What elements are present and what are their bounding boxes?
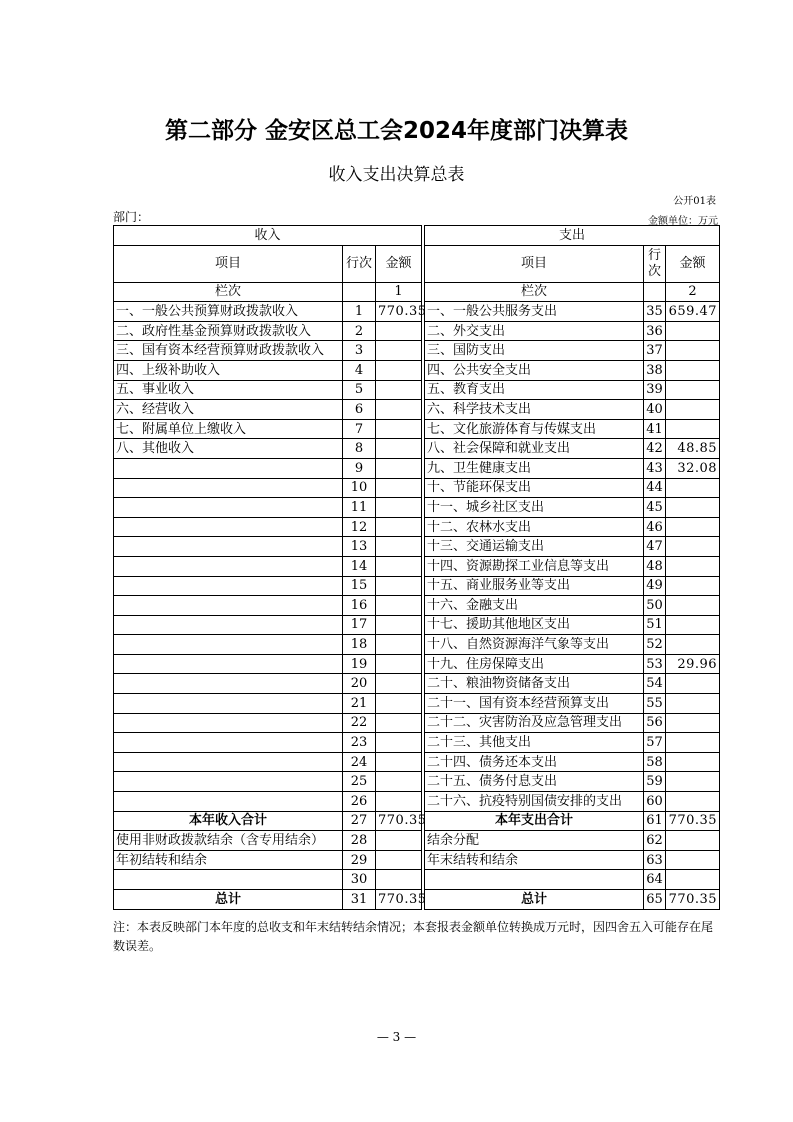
income-row-no: 5 [343,380,376,400]
income-item [114,576,343,596]
income-column-no: 1 [376,282,422,302]
income-amount [376,360,422,380]
income-row-no: 10 [343,478,376,498]
income-row-no: 31 [343,890,376,910]
table-row [114,792,720,812]
expense-amount [666,713,720,733]
income-amount [376,752,422,772]
income-item: 二、政府性基金预算财政拨款收入 [114,321,343,341]
income-item [114,870,343,890]
expense-item: 年末结转和结余 [425,850,644,870]
table-row [114,752,720,772]
empty-cell [343,282,376,302]
income-row-no: 11 [343,498,376,518]
unit-label: 金额单位：万元 [648,216,718,227]
expense-item: 一、一般公共服务支出 [425,302,644,322]
expense-amount [666,792,720,812]
expense-item: 十四、资源勘探工业信息等支出 [425,556,644,576]
expense-row-no: 57 [644,733,666,753]
income-amount [376,517,422,537]
table-row [114,772,720,792]
income-item [114,792,343,812]
expense-amount [666,615,720,635]
expense-row-no: 60 [644,792,666,812]
income-amount [376,537,422,557]
income-amount [376,674,422,694]
expense-amount [666,831,720,851]
income-amount [376,596,422,616]
table-row [114,733,720,753]
income-amount [376,556,422,576]
income-amount [376,654,422,674]
income-item: 一、一般公共预算财政拨款收入 [114,302,343,322]
expense-row-no: 58 [644,752,666,772]
table-row [114,890,720,910]
income-amount [376,792,422,812]
income-item: 年初结转和结余 [114,850,343,870]
income-amount [376,772,422,792]
expense-item: 十七、援助其他地区支出 [425,615,644,635]
income-row-no: 25 [343,772,376,792]
expense-row-no: 46 [644,517,666,537]
income-item [114,635,343,655]
expense-item: 二十五、债务付息支出 [425,772,644,792]
income-amount [376,400,422,420]
income-row-no: 12 [343,517,376,537]
table-row [114,498,720,518]
page-number: — 3 — [376,1030,417,1044]
form-code: 公开01表 [673,196,716,207]
income-amount [376,498,422,518]
department-label: 部门： [113,210,150,224]
expense-item: 八、社会保障和就业支出 [425,439,644,459]
expense-amount: 770.35 [666,811,720,831]
income-row-no: 13 [343,537,376,557]
income-item: 总计 [114,890,343,910]
expense-row-no: 44 [644,478,666,498]
income-amount: 770.35 [376,890,422,910]
income-item [114,654,343,674]
expense-row-no: 42 [644,439,666,459]
expense-row-no: 63 [644,850,666,870]
table-row [114,576,720,596]
expense-item: 本年支出合计 [425,811,644,831]
income-item: 四、上级补助收入 [114,360,343,380]
expense-item: 十五、商业服务业等支出 [425,576,644,596]
expense-item-header: 项目 [425,245,644,282]
expense-item: 十九、住房保障支出 [425,654,644,674]
expense-row-no: 49 [644,576,666,596]
income-header: 收入 [114,226,422,246]
expense-amount [666,576,720,596]
income-row-no: 24 [343,752,376,772]
expense-amount [666,556,720,576]
income-item [114,615,343,635]
expense-amount: 48.85 [666,439,720,459]
expense-row-no: 54 [644,674,666,694]
income-amount [376,341,422,361]
income-amount [376,694,422,714]
expense-row-no: 61 [644,811,666,831]
expense-amount [666,380,720,400]
table-row [114,870,720,890]
income-row-no: 8 [343,439,376,459]
income-row-no: 3 [343,341,376,361]
table-row [114,713,720,733]
table-row [114,341,720,361]
income-row-no: 23 [343,733,376,753]
expense-item: 十、节能环保支出 [425,478,644,498]
expense-amount-header: 金额 [666,245,720,282]
expense-item: 十二、农林水支出 [425,517,644,537]
expense-row-no: 37 [644,341,666,361]
income-row-no: 16 [343,596,376,616]
expense-item: 七、文化旅游体育与传媒支出 [425,419,644,439]
table-row [114,811,720,831]
expense-column-no-label: 栏次 [425,282,644,302]
expense-item: 六、科学技术支出 [425,400,644,420]
expense-item: 三、国防支出 [425,341,644,361]
income-item: 三、国有资本经营预算财政拨款收入 [114,341,343,361]
income-amount [376,831,422,851]
expense-header: 支出 [425,226,720,246]
expense-amount [666,694,720,714]
expense-amount [666,733,720,753]
income-row-no: 28 [343,831,376,851]
income-item [114,478,343,498]
expense-item: 九、卫生健康支出 [425,458,644,478]
expense-amount: 770.35 [666,890,720,910]
income-row-no: 27 [343,811,376,831]
income-row-no: 19 [343,654,376,674]
income-item [114,713,343,733]
expense-amount [666,400,720,420]
expense-amount [666,419,720,439]
income-row-no: 6 [343,400,376,420]
table-row [114,674,720,694]
expense-amount [666,321,720,341]
income-item: 八、其他收入 [114,439,343,459]
expense-item: 二十、粮油物资储备支出 [425,674,644,694]
expense-row-no: 64 [644,870,666,890]
expense-amount: 32.08 [666,458,720,478]
expense-amount [666,850,720,870]
expense-amount [666,341,720,361]
expense-item: 二十二、灾害防治及应急管理支出 [425,713,644,733]
income-amount [376,321,422,341]
income-amount: 770.35 [376,811,422,831]
expense-row-no: 41 [644,419,666,439]
income-amount [376,478,422,498]
income-item [114,498,343,518]
expense-amount [666,478,720,498]
income-amount [376,850,422,870]
expense-amount [666,596,720,616]
expense-row-no: 38 [644,360,666,380]
expense-row-no: 56 [644,713,666,733]
expense-item: 五、教育支出 [425,380,644,400]
expense-row-no: 39 [644,380,666,400]
table-row [114,439,720,459]
expense-item: 十三、交通运输支出 [425,537,644,557]
expense-row-no: 53 [644,654,666,674]
expense-row-no: 35 [644,302,666,322]
table-row [114,596,720,616]
income-row-no: 17 [343,615,376,635]
table-row [114,458,720,478]
expense-amount [666,674,720,694]
income-amount [376,439,422,459]
table-row [114,635,720,655]
expense-amount [666,752,720,772]
expense-row-no: 48 [644,556,666,576]
expense-item: 总计 [425,890,644,910]
income-row-no: 30 [343,870,376,890]
table-subtitle: 收入支出决算总表 [328,165,465,185]
income-amount [376,870,422,890]
expense-row-no: 40 [644,400,666,420]
page-title: 第二部分 金安区总工会2024年度部门决算表 [164,118,629,144]
table-row [114,302,720,322]
table-row [114,556,720,576]
table-note: 注：本表反映部门本年度的总收支和年末结转结余情况；本套报表金额单位转换成万元时，因四舍五入可能存在尾数误差。 [113,920,714,953]
expense-row-no: 55 [644,694,666,714]
income-row-no: 26 [343,792,376,812]
income-column-no-label: 栏次 [114,282,343,302]
income-item-header: 项目 [114,245,343,282]
expense-item: 二、外交支出 [425,321,644,341]
income-row-no: 1 [343,302,376,322]
income-row-no: 29 [343,850,376,870]
income-amount [376,635,422,655]
expense-item [425,870,644,890]
expense-amount [666,870,720,890]
expense-row-no: 50 [644,596,666,616]
income-item: 七、附属单位上缴收入 [114,419,343,439]
income-amount [376,419,422,439]
expense-amount [666,635,720,655]
table-row [114,419,720,439]
income-item: 六、经营收入 [114,400,343,420]
income-row-no: 20 [343,674,376,694]
table-row [114,380,720,400]
income-item: 五、事业收入 [114,380,343,400]
table-row [114,831,720,851]
expense-row-no: 65 [644,890,666,910]
income-amount [376,733,422,753]
expense-amount [666,772,720,792]
expense-item: 十六、金融支出 [425,596,644,616]
table-row [114,694,720,714]
income-amount [376,576,422,596]
expense-item: 十八、自然资源海洋气象等支出 [425,635,644,655]
income-item [114,517,343,537]
income-item: 本年收入合计 [114,811,343,831]
income-amount-header: 金额 [376,245,422,282]
expense-amount [666,498,720,518]
expense-item: 二十三、其他支出 [425,733,644,753]
income-item [114,556,343,576]
expense-row-no-header: 行 次 [644,245,666,282]
income-expense-table [113,225,720,910]
expense-item: 二十四、债务还本支出 [425,752,644,772]
income-row-no: 4 [343,360,376,380]
table-row [114,321,720,341]
income-row-no: 22 [343,713,376,733]
table-row [114,850,720,870]
expense-amount: 659.47 [666,302,720,322]
income-row-no: 7 [343,419,376,439]
expense-row-no: 52 [644,635,666,655]
income-row-no: 15 [343,576,376,596]
table-row [114,360,720,380]
expense-amount [666,537,720,557]
income-amount [376,713,422,733]
empty-cell [644,282,666,302]
expense-row-no: 62 [644,831,666,851]
expense-item: 二十一、国有资本经营预算支出 [425,694,644,714]
income-amount [376,615,422,635]
income-amount [376,458,422,478]
income-item [114,694,343,714]
table-row [114,478,720,498]
income-row-no: 18 [343,635,376,655]
income-row-no: 21 [343,694,376,714]
expense-amount: 29.96 [666,654,720,674]
income-item [114,537,343,557]
income-row-no: 2 [343,321,376,341]
table-row [114,615,720,635]
income-item [114,772,343,792]
income-item [114,733,343,753]
expense-item: 结余分配 [425,831,644,851]
income-item [114,752,343,772]
income-item: 使用非财政拨款结余（含专用结余） [114,831,343,851]
table-row [114,400,720,420]
income-amount: 770.35 [376,302,422,322]
income-row-no: 14 [343,556,376,576]
expense-row-no: 45 [644,498,666,518]
income-item [114,458,343,478]
expense-item: 四、公共安全支出 [425,360,644,380]
table-row [114,517,720,537]
income-item [114,674,343,694]
expense-row-no: 36 [644,321,666,341]
expense-item: 十一、城乡社区支出 [425,498,644,518]
expense-row-no: 59 [644,772,666,792]
expense-row-no: 51 [644,615,666,635]
expense-row-no: 43 [644,458,666,478]
income-item [114,596,343,616]
income-amount [376,380,422,400]
table-row [114,654,720,674]
expense-amount [666,360,720,380]
income-row-no: 9 [343,458,376,478]
expense-row-no: 47 [644,537,666,557]
expense-item: 二十六、抗疫特别国债安排的支出 [425,792,644,812]
income-row-no-header: 行次 [343,245,376,282]
expense-column-no: 2 [666,282,720,302]
table-row [114,537,720,557]
expense-amount [666,517,720,537]
